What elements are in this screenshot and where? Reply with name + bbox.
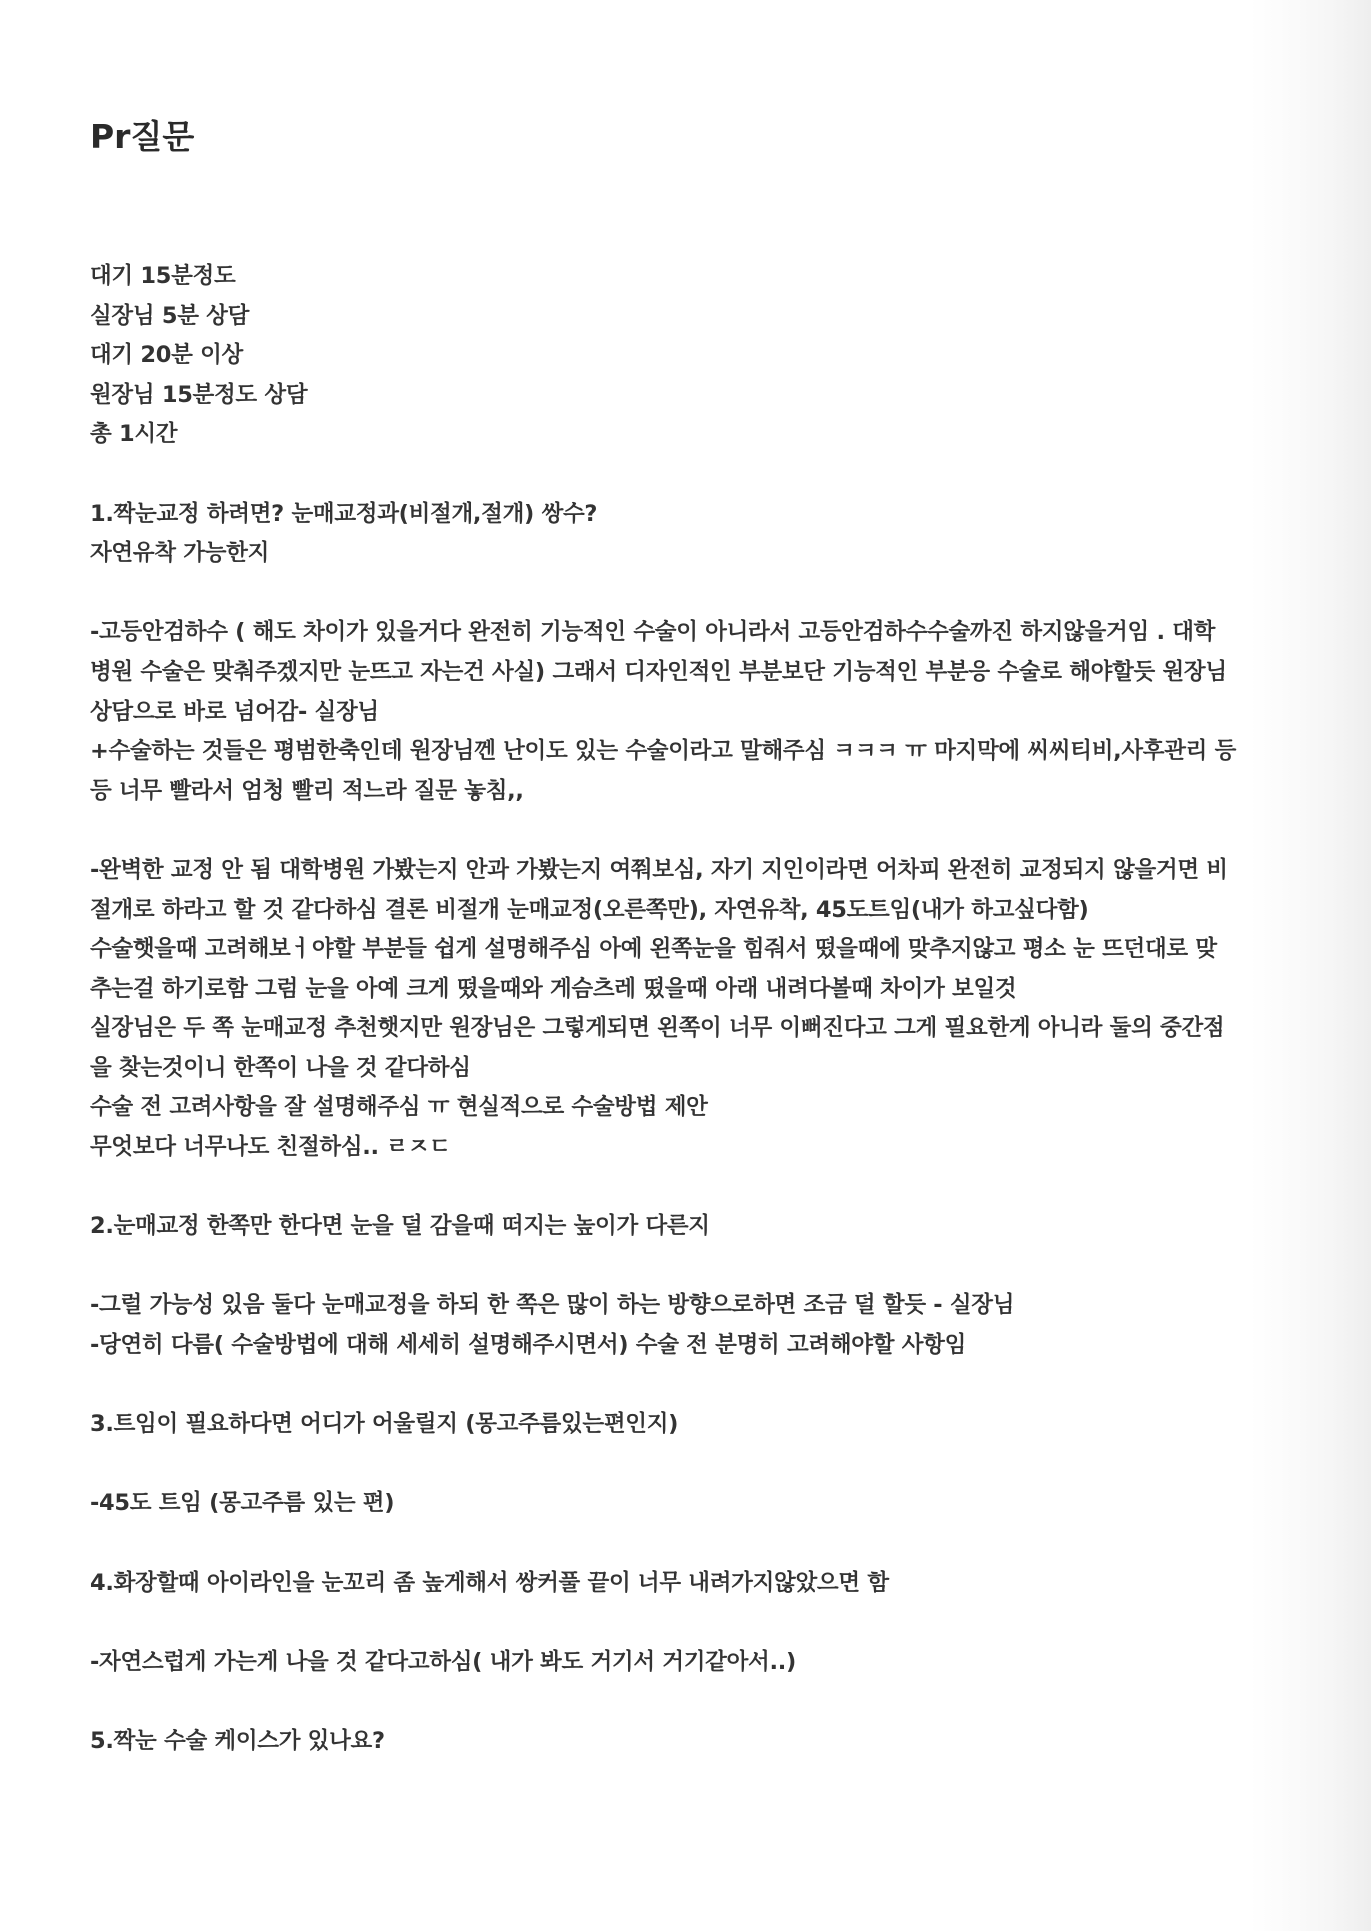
text-line: 원장님 15분정도 상담 [90,381,308,408]
page-title: Pr질문 [90,117,195,156]
text-line: 자연유착 가능한지 [90,540,270,567]
blank-line [90,1168,1280,1208]
text-line: 3.트임이 필요하다면 어디가 어울릴지 (몽고주름있는편인지) [90,1411,679,1438]
blank-line [90,811,1280,851]
text-line: 무엇보다 너무나도 친절하심.. ㄹㅈㄷ [90,1134,451,1161]
blank-line [90,1247,1280,1287]
text-line: 병원 수술은 맞춰주겠지만 눈뜨고 자는건 사실) 그래서 디자인적인 부분보단 기능적인 부분응 수술로 해야할듯 원장님 [90,658,1227,685]
blank-line [90,1445,1280,1485]
text-line: 대기 20분 이상 [90,342,243,369]
text-line: 2.눈매교정 한쪽만 한다면 눈을 덜 감을때 떠지는 높이가 다른지 [90,1213,710,1240]
text-line: 절개로 하라고 할 것 같다하심 결론 비절개 눈매교정(오른쪽만), 자연유착, 45도트임(내가 하고싶다함) [90,896,1089,923]
text-line: 추는걸 하기로함 그럼 눈을 아예 크게 떴을때와 게슴츠레 떴을때 아래 내려다볼때 차이가 보일것 [90,975,1017,1002]
text-line: 수술햇을때 고려해보ㅓ야할 부분들 쉽게 설명해주심 아예 왼쪽눈을 힘줘서 떴을때에 맞추지않고 평소 눈 뜨던대로 맞 [90,936,1217,963]
blank-line [90,1682,1280,1722]
text-line: 등 너무 빨라서 엄청 빨리 적느라 질문 놓침,, [90,777,524,804]
text-line: 실장님 5분 상담 [90,302,250,329]
text-line: 4.화장할때 아이라인을 눈꼬리 좀 높게해서 쌍커풀 끝이 너무 내려가지않았으면 함 [90,1569,889,1596]
text-line: 수술 전 고려사항을 잘 설명해주심 ㅠ 현실적으로 수술방법 제안 [90,1094,708,1121]
document-body [90,257,1280,1762]
text-line: 5.짝눈 수술 케이스가 있나요? [90,1727,385,1754]
blank-line [90,1366,1280,1406]
text-line: 대기 15분정도 [90,263,236,289]
text-line: 1.짝눈교정 하려면? 눈매교정과(비절개,절개) 쌍수? [90,500,598,527]
blank-line [90,574,1280,614]
blank-line [90,455,1280,495]
blank-line [90,1524,1280,1564]
text-line: 총 1시간 [90,421,178,448]
text-line: -당연히 다름( 수술방법에 대해 세세히 설명해주시면서) 수술 전 분명히 고려해야할 사항임 [90,1332,966,1359]
text-line: 을 찾는것이니 한쪽이 나을 것 같다하심 [90,1054,471,1081]
text-line: -자연스럽게 가는게 나을 것 같다고하심( 내가 봐도 거기서 거기같아서..) [90,1648,796,1675]
text-line: 실장님은 두 쪽 눈매교정 추천햇지만 원장님은 그렇게되면 왼쪽이 너무 이뻐진다고 그게 필요한게 아니라 둘의 중간점 [90,1015,1225,1042]
text-line: -45도 트임 (몽고주름 있는 편) [90,1490,395,1517]
text-line: +수술하는 것들은 평범한축인데 원장님껜 난이도 있는 수술이라고 말해주심 ㅋㅋㅋ ㅠ 마지막에 씨씨티비,사후관리 등 [90,738,1237,765]
text-line: -그럴 가능성 있음 둘다 눈매교정을 하되 한 쪽은 많이 하는 방향으로하면 조금 덜 할듯 - 실장님 [90,1292,1015,1319]
text-line: -고등안검하수 ( 해도 차이가 있을거다 완전히 기능적인 수술이 아니라서 고등안검하수수술까진 하지않을거임 . 대학 [90,619,1216,646]
blank-line [90,1603,1280,1643]
text-line: -완벽한 교정 안 됨 대학병원 가봤는지 안과 가봤는지 여쭤보심, 자기 지인이라면 어차피 완전히 교정되지 않을거면 비 [90,856,1228,883]
text-line: 상담으로 바로 넘어감- 실장님 [90,698,379,725]
